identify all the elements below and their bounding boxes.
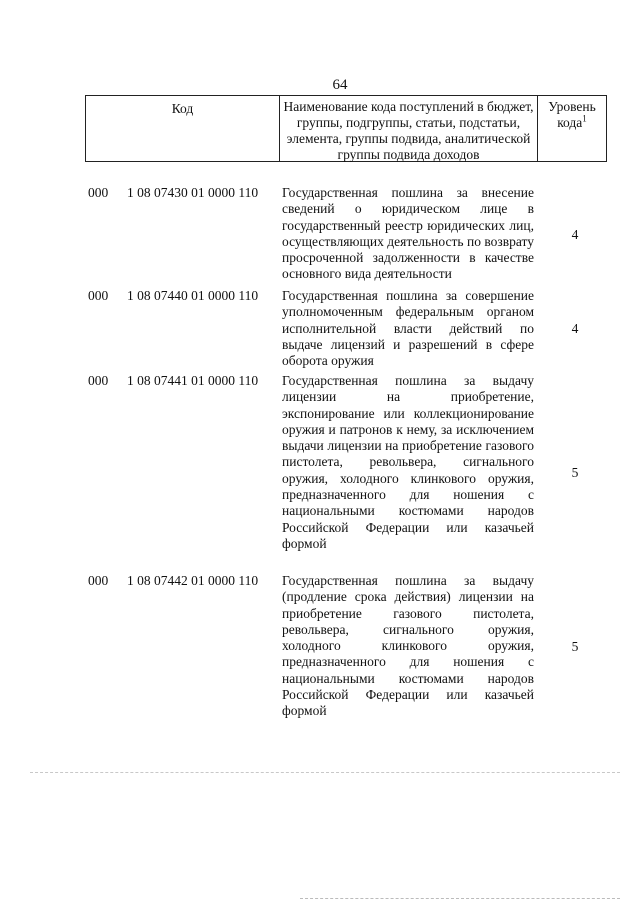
row-level: 5	[571, 639, 579, 654]
row-code: 1 08 07441 01 0000 110	[127, 373, 259, 388]
scan-artifact-line	[30, 772, 620, 773]
row-code: 1 08 07442 01 0000 110	[127, 573, 259, 588]
header-name: Наименование кода поступлений в бюджет, группы, подгруппы, статьи, подстатьи, элемента, группы подвида, аналитической группы подвида доходов	[280, 96, 538, 161]
row-level: 4	[571, 227, 579, 242]
row-name: Государственная пошлина за выдачу (продление срока действия) лицензии на приобретение газового пистолета, револьвера, сигнального оружия, холодного клинкового оружия, предназначенного для ношения с национальными костюмами народов Российской Федерации или казачьей формой	[282, 573, 534, 719]
header-level-footnote: 1	[582, 113, 587, 124]
row-name: Государственная пошлина за внесение сведений о юридическом лице в государственный реестр юридических лиц, осуществляющих деятельность по возврату просроченной задолженности в качестве основного вида деятельности	[282, 185, 534, 282]
row-code: 1 08 07440 01 0000 110	[127, 288, 259, 303]
row-code: 1 08 07430 01 0000 110	[127, 185, 259, 200]
row-level: 4	[571, 321, 579, 336]
header-code: Код	[86, 96, 280, 161]
row-admin-code: 000	[88, 573, 109, 588]
table-header	[85, 95, 607, 162]
row-name: Государственная пошлина за совершение уполномоченным федеральным органом исполнительной власти действий по выдаче лицензий и разрешений в сфере оборота оружия	[282, 288, 534, 369]
header-level-text: Уровень кода	[548, 99, 596, 130]
row-admin-code: 000	[88, 373, 109, 388]
header-level	[538, 96, 606, 161]
row-level: 5	[571, 465, 579, 480]
row-admin-code: 000	[88, 288, 109, 303]
scan-artifact-line	[300, 898, 620, 899]
page-number: 64	[332, 77, 348, 93]
row-name: Государственная пошлина за выдачу лицензии на приобретение, экспонирование или коллекционирование оружия и патронов к нему, за исключением выдачи лицензии на приобретение газового пистолета, револьвера, сигнального оружия, холодного клинкового оружия, предназначенного для ношения с национальными костюмами народов Российской Федерации или казачьей формой	[282, 373, 534, 551]
row-admin-code: 000	[88, 185, 109, 200]
